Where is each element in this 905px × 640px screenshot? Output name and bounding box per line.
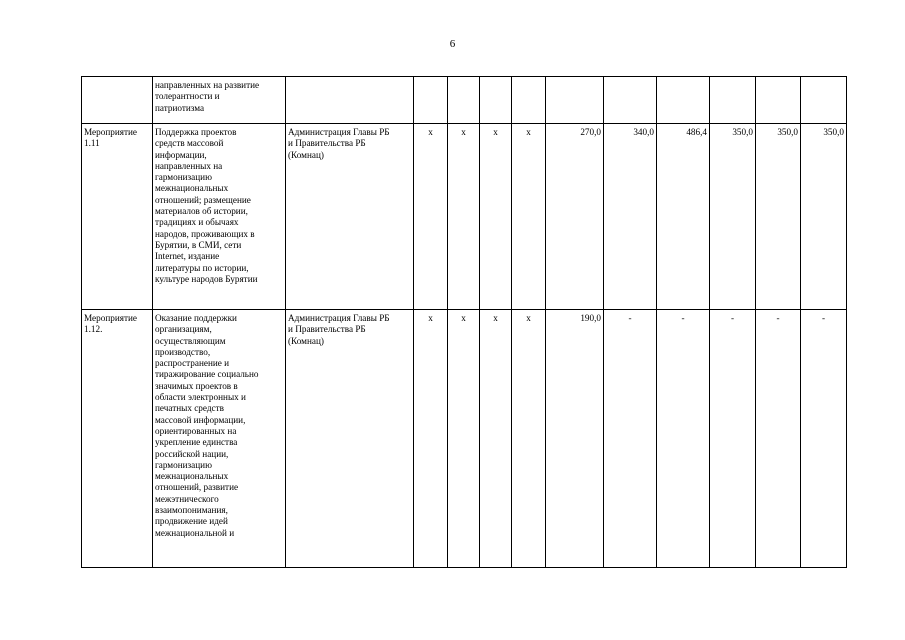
executor-cell: Администрация Главы РБ и Правительства РБ (Комнац) <box>286 310 414 568</box>
table-row <box>82 77 847 124</box>
activity-description-cell: Поддержка проектов средств массовой информации, направленных на гармонизацию межнациональных отношений; размещение материалов об истории, традициях и обычаях народов, проживающих в Бурятии, в СМИ, сети Internet, издание литературы по истории, культуре народов Бурятии <box>153 124 286 310</box>
mark-cell <box>448 77 480 124</box>
value-cell: - <box>756 310 801 568</box>
value-cell <box>657 77 710 124</box>
value-cell <box>604 77 657 124</box>
mark-cell <box>480 77 512 124</box>
value-cell: 350,0 <box>756 124 801 310</box>
activity-description-cell: Оказание поддержки организациям, осуществляющим производство, распространение и тиражирование социально значимых проектов в области электронных и печатных средств массовой информации, ориентированных на укрепление единства российской нации, гармонизацию межнациональных отношений, развитие межэтнического взаимопонимания, продвижение идей межнациональной и <box>153 310 286 568</box>
mark-cell <box>512 77 546 124</box>
value-cell: 350,0 <box>801 124 847 310</box>
mark-cell: х <box>414 124 448 310</box>
value-cell <box>801 77 847 124</box>
value-cell: 190,0 <box>546 310 604 568</box>
value-cell: - <box>657 310 710 568</box>
executor-cell: Администрация Главы РБ и Правительства РБ (Комнац) <box>286 124 414 310</box>
mark-cell: х <box>480 124 512 310</box>
program-activities-table <box>81 76 847 568</box>
mark-cell: х <box>512 124 546 310</box>
value-cell <box>756 77 801 124</box>
value-cell <box>546 77 604 124</box>
activity-id-cell: Мероприятие 1.11 <box>82 124 153 310</box>
value-cell: - <box>710 310 756 568</box>
value-cell: 486,4 <box>657 124 710 310</box>
value-cell: 340,0 <box>604 124 657 310</box>
activity-id-cell <box>82 77 153 124</box>
mark-cell: х <box>480 310 512 568</box>
page-number: 6 <box>449 38 456 50</box>
mark-cell: х <box>448 124 480 310</box>
activity-description-cell: направленных на развитие толерантности и патриотизма <box>153 77 286 124</box>
table-row <box>82 310 847 568</box>
mark-cell <box>414 77 448 124</box>
value-cell: - <box>801 310 847 568</box>
executor-cell <box>286 77 414 124</box>
mark-cell: х <box>512 310 546 568</box>
activity-id-cell: Мероприятие 1.12. <box>82 310 153 568</box>
table-row <box>82 124 847 310</box>
mark-cell: х <box>448 310 480 568</box>
value-cell: - <box>604 310 657 568</box>
mark-cell: х <box>414 310 448 568</box>
value-cell: 270,0 <box>546 124 604 310</box>
value-cell <box>710 77 756 124</box>
value-cell: 350,0 <box>710 124 756 310</box>
